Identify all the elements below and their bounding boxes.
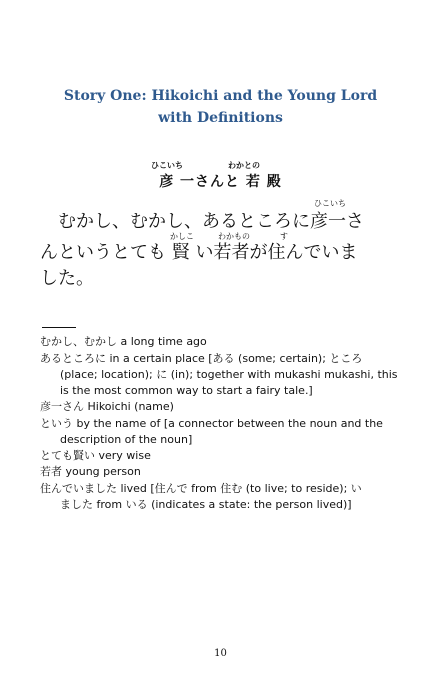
story-line-2: んというとても 賢 い若者が住んでいま (40, 242, 358, 263)
chapter-title-line-1: Story One: Hikoichi and the Young Lord (63, 88, 378, 104)
chapter-title-line-2: with Definitions (158, 110, 283, 126)
definition-item (40, 464, 400, 480)
definition-item (40, 351, 400, 399)
definition-text: by the name of [a connector between the noun and the (73, 417, 383, 430)
definition-term: とても賢い (40, 449, 95, 462)
story-line-3: した。 (40, 268, 94, 289)
definition-term: という (40, 417, 73, 430)
definition-term: 彦一さん (40, 400, 84, 413)
definition-item (40, 481, 400, 513)
definition-item (40, 334, 400, 350)
definition-term: 住んでいました (40, 482, 117, 495)
page-number: 10 (214, 648, 227, 659)
definition-continuation: (place; location); に (in); together with mukashi mukashi, this is the most common way to start a fairy tale.] (60, 368, 398, 397)
definition-text: Hikoichi (name) (84, 400, 174, 413)
definition-text: in a certain place [ある (some; certain); ところ (106, 352, 363, 365)
definition-term: 若者 (40, 465, 62, 478)
story-heading: 彦 一さんと 若 殿 (159, 174, 282, 190)
definition-continuation: ました from いる (indicates a state: the person lived)] (60, 498, 352, 511)
heading-furigana-wakatono: わかとの (228, 161, 260, 170)
furigana-hikoichi: ひこいち (314, 199, 346, 208)
definition-text: a long time ago (117, 335, 207, 348)
furigana-su: す (280, 232, 288, 241)
definition-item (40, 399, 400, 415)
definitions-divider (42, 327, 76, 328)
furigana-wakamono: わかもの (218, 232, 250, 241)
definition-text: young person (62, 465, 141, 478)
definition-text: very wise (95, 449, 151, 462)
furigana-kashiko: かしこ (170, 232, 194, 241)
definition-item (40, 448, 400, 464)
definition-item (40, 416, 400, 448)
story-line-1: むかし、むかし、あるところに彦一さ (40, 211, 364, 232)
definition-term: あるところに (40, 352, 106, 365)
definition-text: lived [住んで from 住む (to live; to reside); い (117, 482, 362, 495)
heading-furigana-hikoichi: ひこいち (151, 161, 183, 170)
definition-continuation: description of the noun] (60, 433, 193, 446)
definition-term: むかし、むかし (40, 335, 117, 348)
